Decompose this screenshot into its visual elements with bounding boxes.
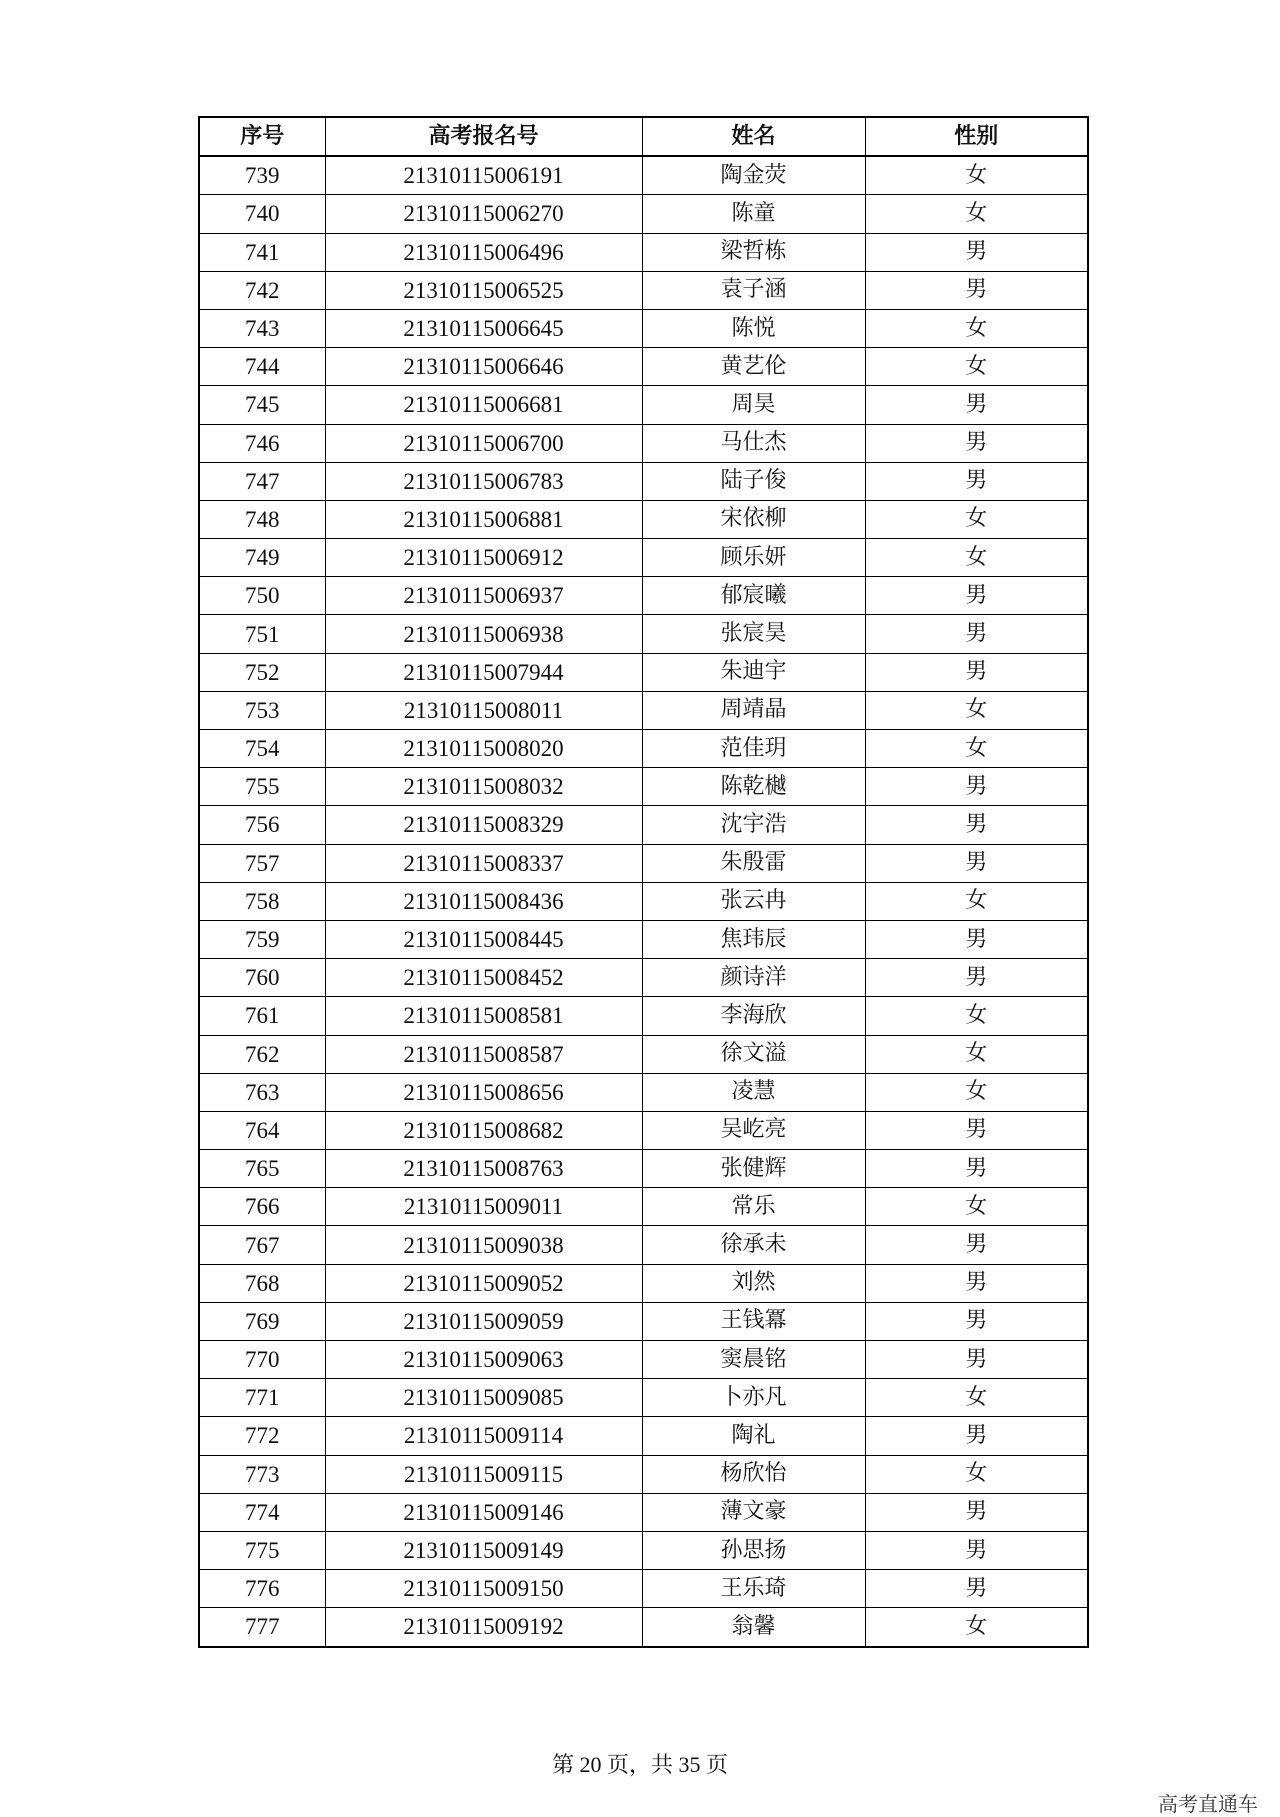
header-name: 姓名	[642, 117, 865, 156]
cell-gender: 女	[865, 882, 1088, 920]
table-row	[199, 386, 1088, 424]
cell-gender: 男	[865, 959, 1088, 997]
cell-registration-number: 21310115009011	[325, 1188, 642, 1226]
table-header-row	[199, 117, 1088, 156]
cell-registration-number: 21310115008020	[325, 730, 642, 768]
header-gender: 性别	[865, 117, 1088, 156]
cell-registration-number: 21310115009114	[325, 1417, 642, 1455]
cell-index: 739	[199, 156, 325, 195]
cell-registration-number: 21310115008763	[325, 1150, 642, 1188]
cell-gender: 女	[865, 1379, 1088, 1417]
cell-name: 徐文溢	[642, 1035, 865, 1073]
cell-registration-number: 21310115009192	[325, 1608, 642, 1647]
cell-name: 陶礼	[642, 1417, 865, 1455]
table-row	[199, 1608, 1088, 1647]
cell-index: 748	[199, 500, 325, 538]
table-row	[199, 920, 1088, 958]
table-row	[199, 309, 1088, 347]
cell-name: 王乐琦	[642, 1570, 865, 1608]
cell-name: 刘然	[642, 1264, 865, 1302]
cell-name: 顾乐妍	[642, 539, 865, 577]
cell-registration-number: 21310115009052	[325, 1264, 642, 1302]
cell-registration-number: 21310115009059	[325, 1302, 642, 1340]
cell-name: 陶金荧	[642, 156, 865, 195]
cell-name: 王钱冪	[642, 1302, 865, 1340]
cell-registration-number: 21310115007944	[325, 653, 642, 691]
cell-gender: 女	[865, 539, 1088, 577]
cell-registration-number: 21310115009146	[325, 1493, 642, 1531]
cell-gender: 女	[865, 309, 1088, 347]
cell-index: 766	[199, 1188, 325, 1226]
cell-index: 763	[199, 1073, 325, 1111]
cell-index: 776	[199, 1570, 325, 1608]
cell-gender: 男	[865, 844, 1088, 882]
table-row	[199, 1531, 1088, 1569]
cell-index: 770	[199, 1341, 325, 1379]
table-row	[199, 500, 1088, 538]
cell-gender: 男	[865, 271, 1088, 309]
cell-index: 767	[199, 1226, 325, 1264]
cell-registration-number: 21310115006700	[325, 424, 642, 462]
cell-registration-number: 21310115008445	[325, 920, 642, 958]
cell-index: 772	[199, 1417, 325, 1455]
cell-gender: 男	[865, 386, 1088, 424]
cell-index: 742	[199, 271, 325, 309]
cell-gender: 男	[865, 1531, 1088, 1569]
cell-registration-number: 21310115008587	[325, 1035, 642, 1073]
table-row	[199, 806, 1088, 844]
cell-registration-number: 21310115006912	[325, 539, 642, 577]
table-row	[199, 1341, 1088, 1379]
cell-registration-number: 21310115006191	[325, 156, 642, 195]
cell-index: 773	[199, 1455, 325, 1493]
cell-gender: 女	[865, 1035, 1088, 1073]
cell-index: 765	[199, 1150, 325, 1188]
cell-gender: 男	[865, 806, 1088, 844]
cell-gender: 男	[865, 653, 1088, 691]
table-row	[199, 1493, 1088, 1531]
cell-gender: 男	[865, 1264, 1088, 1302]
cell-gender: 女	[865, 500, 1088, 538]
cell-name: 沈宇浩	[642, 806, 865, 844]
cell-gender: 女	[865, 1188, 1088, 1226]
cell-registration-number: 21310115008011	[325, 691, 642, 729]
cell-registration-number: 21310115006783	[325, 462, 642, 500]
cell-gender: 男	[865, 920, 1088, 958]
cell-index: 740	[199, 195, 325, 233]
cell-index: 775	[199, 1531, 325, 1569]
table-row	[199, 1226, 1088, 1264]
table-row	[199, 1035, 1088, 1073]
table-row	[199, 195, 1088, 233]
cell-name: 周靖晶	[642, 691, 865, 729]
cell-name: 朱殷雷	[642, 844, 865, 882]
watermark-text: 高考直通车	[1158, 1792, 1258, 1816]
cell-gender: 女	[865, 730, 1088, 768]
cell-name: 焦玮辰	[642, 920, 865, 958]
cell-registration-number: 21310115006646	[325, 348, 642, 386]
cell-gender: 女	[865, 691, 1088, 729]
table-row	[199, 1073, 1088, 1111]
cell-index: 746	[199, 424, 325, 462]
cell-registration-number: 21310115008581	[325, 997, 642, 1035]
cell-index: 745	[199, 386, 325, 424]
cell-index: 758	[199, 882, 325, 920]
table-row	[199, 462, 1088, 500]
cell-registration-number: 21310115006937	[325, 577, 642, 615]
cell-gender: 男	[865, 577, 1088, 615]
cell-index: 764	[199, 1111, 325, 1149]
cell-index: 751	[199, 615, 325, 653]
table-row	[199, 1379, 1088, 1417]
table-row	[199, 1264, 1088, 1302]
cell-name: 陈乾樾	[642, 768, 865, 806]
cell-name: 周昊	[642, 386, 865, 424]
cell-index: 752	[199, 653, 325, 691]
header-registration-number: 高考报名号	[325, 117, 642, 156]
cell-index: 753	[199, 691, 325, 729]
cell-gender: 男	[865, 1417, 1088, 1455]
table-row	[199, 1570, 1088, 1608]
cell-name: 薄文豪	[642, 1493, 865, 1531]
table-row	[199, 424, 1088, 462]
cell-registration-number: 21310115009063	[325, 1341, 642, 1379]
cell-index: 769	[199, 1302, 325, 1340]
cell-registration-number: 21310115008656	[325, 1073, 642, 1111]
cell-name: 张健辉	[642, 1150, 865, 1188]
table-row	[199, 691, 1088, 729]
cell-index: 774	[199, 1493, 325, 1531]
cell-registration-number: 21310115008329	[325, 806, 642, 844]
cell-name: 马仕杰	[642, 424, 865, 462]
cell-registration-number: 21310115006645	[325, 309, 642, 347]
cell-gender: 男	[865, 1226, 1088, 1264]
cell-name: 凌慧	[642, 1073, 865, 1111]
cell-index: 747	[199, 462, 325, 500]
cell-index: 750	[199, 577, 325, 615]
cell-registration-number: 21310115009038	[325, 1226, 642, 1264]
cell-gender: 女	[865, 348, 1088, 386]
table-row	[199, 271, 1088, 309]
cell-gender: 男	[865, 615, 1088, 653]
table-row	[199, 1188, 1088, 1226]
cell-name: 孙思扬	[642, 1531, 865, 1569]
cell-index: 756	[199, 806, 325, 844]
cell-registration-number: 21310115006270	[325, 195, 642, 233]
cell-index: 757	[199, 844, 325, 882]
cell-index: 777	[199, 1608, 325, 1647]
cell-name: 窦晨铭	[642, 1341, 865, 1379]
table-row	[199, 730, 1088, 768]
cell-registration-number: 21310115008436	[325, 882, 642, 920]
cell-gender: 男	[865, 1150, 1088, 1188]
table-row	[199, 539, 1088, 577]
cell-gender: 男	[865, 1341, 1088, 1379]
cell-gender: 女	[865, 997, 1088, 1035]
cell-name: 颜诗洋	[642, 959, 865, 997]
table-row	[199, 233, 1088, 271]
cell-registration-number: 21310115006681	[325, 386, 642, 424]
cell-registration-number: 21310115006881	[325, 500, 642, 538]
table-row	[199, 768, 1088, 806]
cell-index: 744	[199, 348, 325, 386]
table-row	[199, 882, 1088, 920]
table-row	[199, 1150, 1088, 1188]
cell-registration-number: 21310115006938	[325, 615, 642, 653]
table-row	[199, 997, 1088, 1035]
cell-index: 768	[199, 1264, 325, 1302]
cell-registration-number: 21310115006525	[325, 271, 642, 309]
cell-registration-number: 21310115008032	[325, 768, 642, 806]
cell-index: 762	[199, 1035, 325, 1073]
cell-gender: 男	[865, 1493, 1088, 1531]
cell-registration-number: 21310115008452	[325, 959, 642, 997]
cell-name: 常乐	[642, 1188, 865, 1226]
cell-registration-number: 21310115009149	[325, 1531, 642, 1569]
cell-gender: 男	[865, 768, 1088, 806]
table-row	[199, 653, 1088, 691]
cell-registration-number: 21310115008682	[325, 1111, 642, 1149]
table-row	[199, 844, 1088, 882]
cell-name: 李海欣	[642, 997, 865, 1035]
cell-gender: 男	[865, 233, 1088, 271]
cell-name: 郁宸曦	[642, 577, 865, 615]
cell-gender: 男	[865, 1570, 1088, 1608]
table-row	[199, 348, 1088, 386]
header-index: 序号	[199, 117, 325, 156]
cell-registration-number: 21310115006496	[325, 233, 642, 271]
cell-registration-number: 21310115008337	[325, 844, 642, 882]
table-row	[199, 959, 1088, 997]
cell-gender: 女	[865, 195, 1088, 233]
cell-name: 陈童	[642, 195, 865, 233]
cell-index: 749	[199, 539, 325, 577]
page-number-footer: 第 20 页，共 35 页	[551, 1752, 728, 1777]
cell-name: 宋依柳	[642, 500, 865, 538]
cell-index: 741	[199, 233, 325, 271]
cell-index: 759	[199, 920, 325, 958]
cell-name: 朱迪宇	[642, 653, 865, 691]
cell-gender: 女	[865, 156, 1088, 195]
cell-gender: 女	[865, 1608, 1088, 1647]
cell-gender: 女	[865, 1455, 1088, 1493]
table-row	[199, 1302, 1088, 1340]
cell-index: 771	[199, 1379, 325, 1417]
cell-name: 袁子涵	[642, 271, 865, 309]
cell-name: 杨欣怡	[642, 1455, 865, 1493]
table-row	[199, 156, 1088, 195]
cell-gender: 女	[865, 1073, 1088, 1111]
cell-gender: 男	[865, 1111, 1088, 1149]
cell-gender: 男	[865, 424, 1088, 462]
cell-name: 张宸昊	[642, 615, 865, 653]
cell-index: 754	[199, 730, 325, 768]
cell-index: 761	[199, 997, 325, 1035]
table-row	[199, 577, 1088, 615]
cell-name: 黄艺伦	[642, 348, 865, 386]
cell-registration-number: 21310115009150	[325, 1570, 642, 1608]
table-row	[199, 615, 1088, 653]
cell-name: 徐承未	[642, 1226, 865, 1264]
cell-registration-number: 21310115009115	[325, 1455, 642, 1493]
cell-name: 卜亦凡	[642, 1379, 865, 1417]
cell-gender: 男	[865, 462, 1088, 500]
cell-registration-number: 21310115009085	[325, 1379, 642, 1417]
cell-index: 755	[199, 768, 325, 806]
cell-name: 陆子俊	[642, 462, 865, 500]
table-row	[199, 1455, 1088, 1493]
cell-name: 翁馨	[642, 1608, 865, 1647]
table-row	[199, 1111, 1088, 1149]
cell-name: 吴屹亮	[642, 1111, 865, 1149]
cell-gender: 男	[865, 1302, 1088, 1340]
table-row	[199, 1417, 1088, 1455]
cell-name: 范佳玥	[642, 730, 865, 768]
cell-index: 743	[199, 309, 325, 347]
cell-name: 陈悦	[642, 309, 865, 347]
cell-name: 梁哲栋	[642, 233, 865, 271]
cell-index: 760	[199, 959, 325, 997]
cell-name: 张云冉	[642, 882, 865, 920]
table-body	[199, 156, 1088, 1646]
student-roster-table	[198, 116, 1089, 1648]
